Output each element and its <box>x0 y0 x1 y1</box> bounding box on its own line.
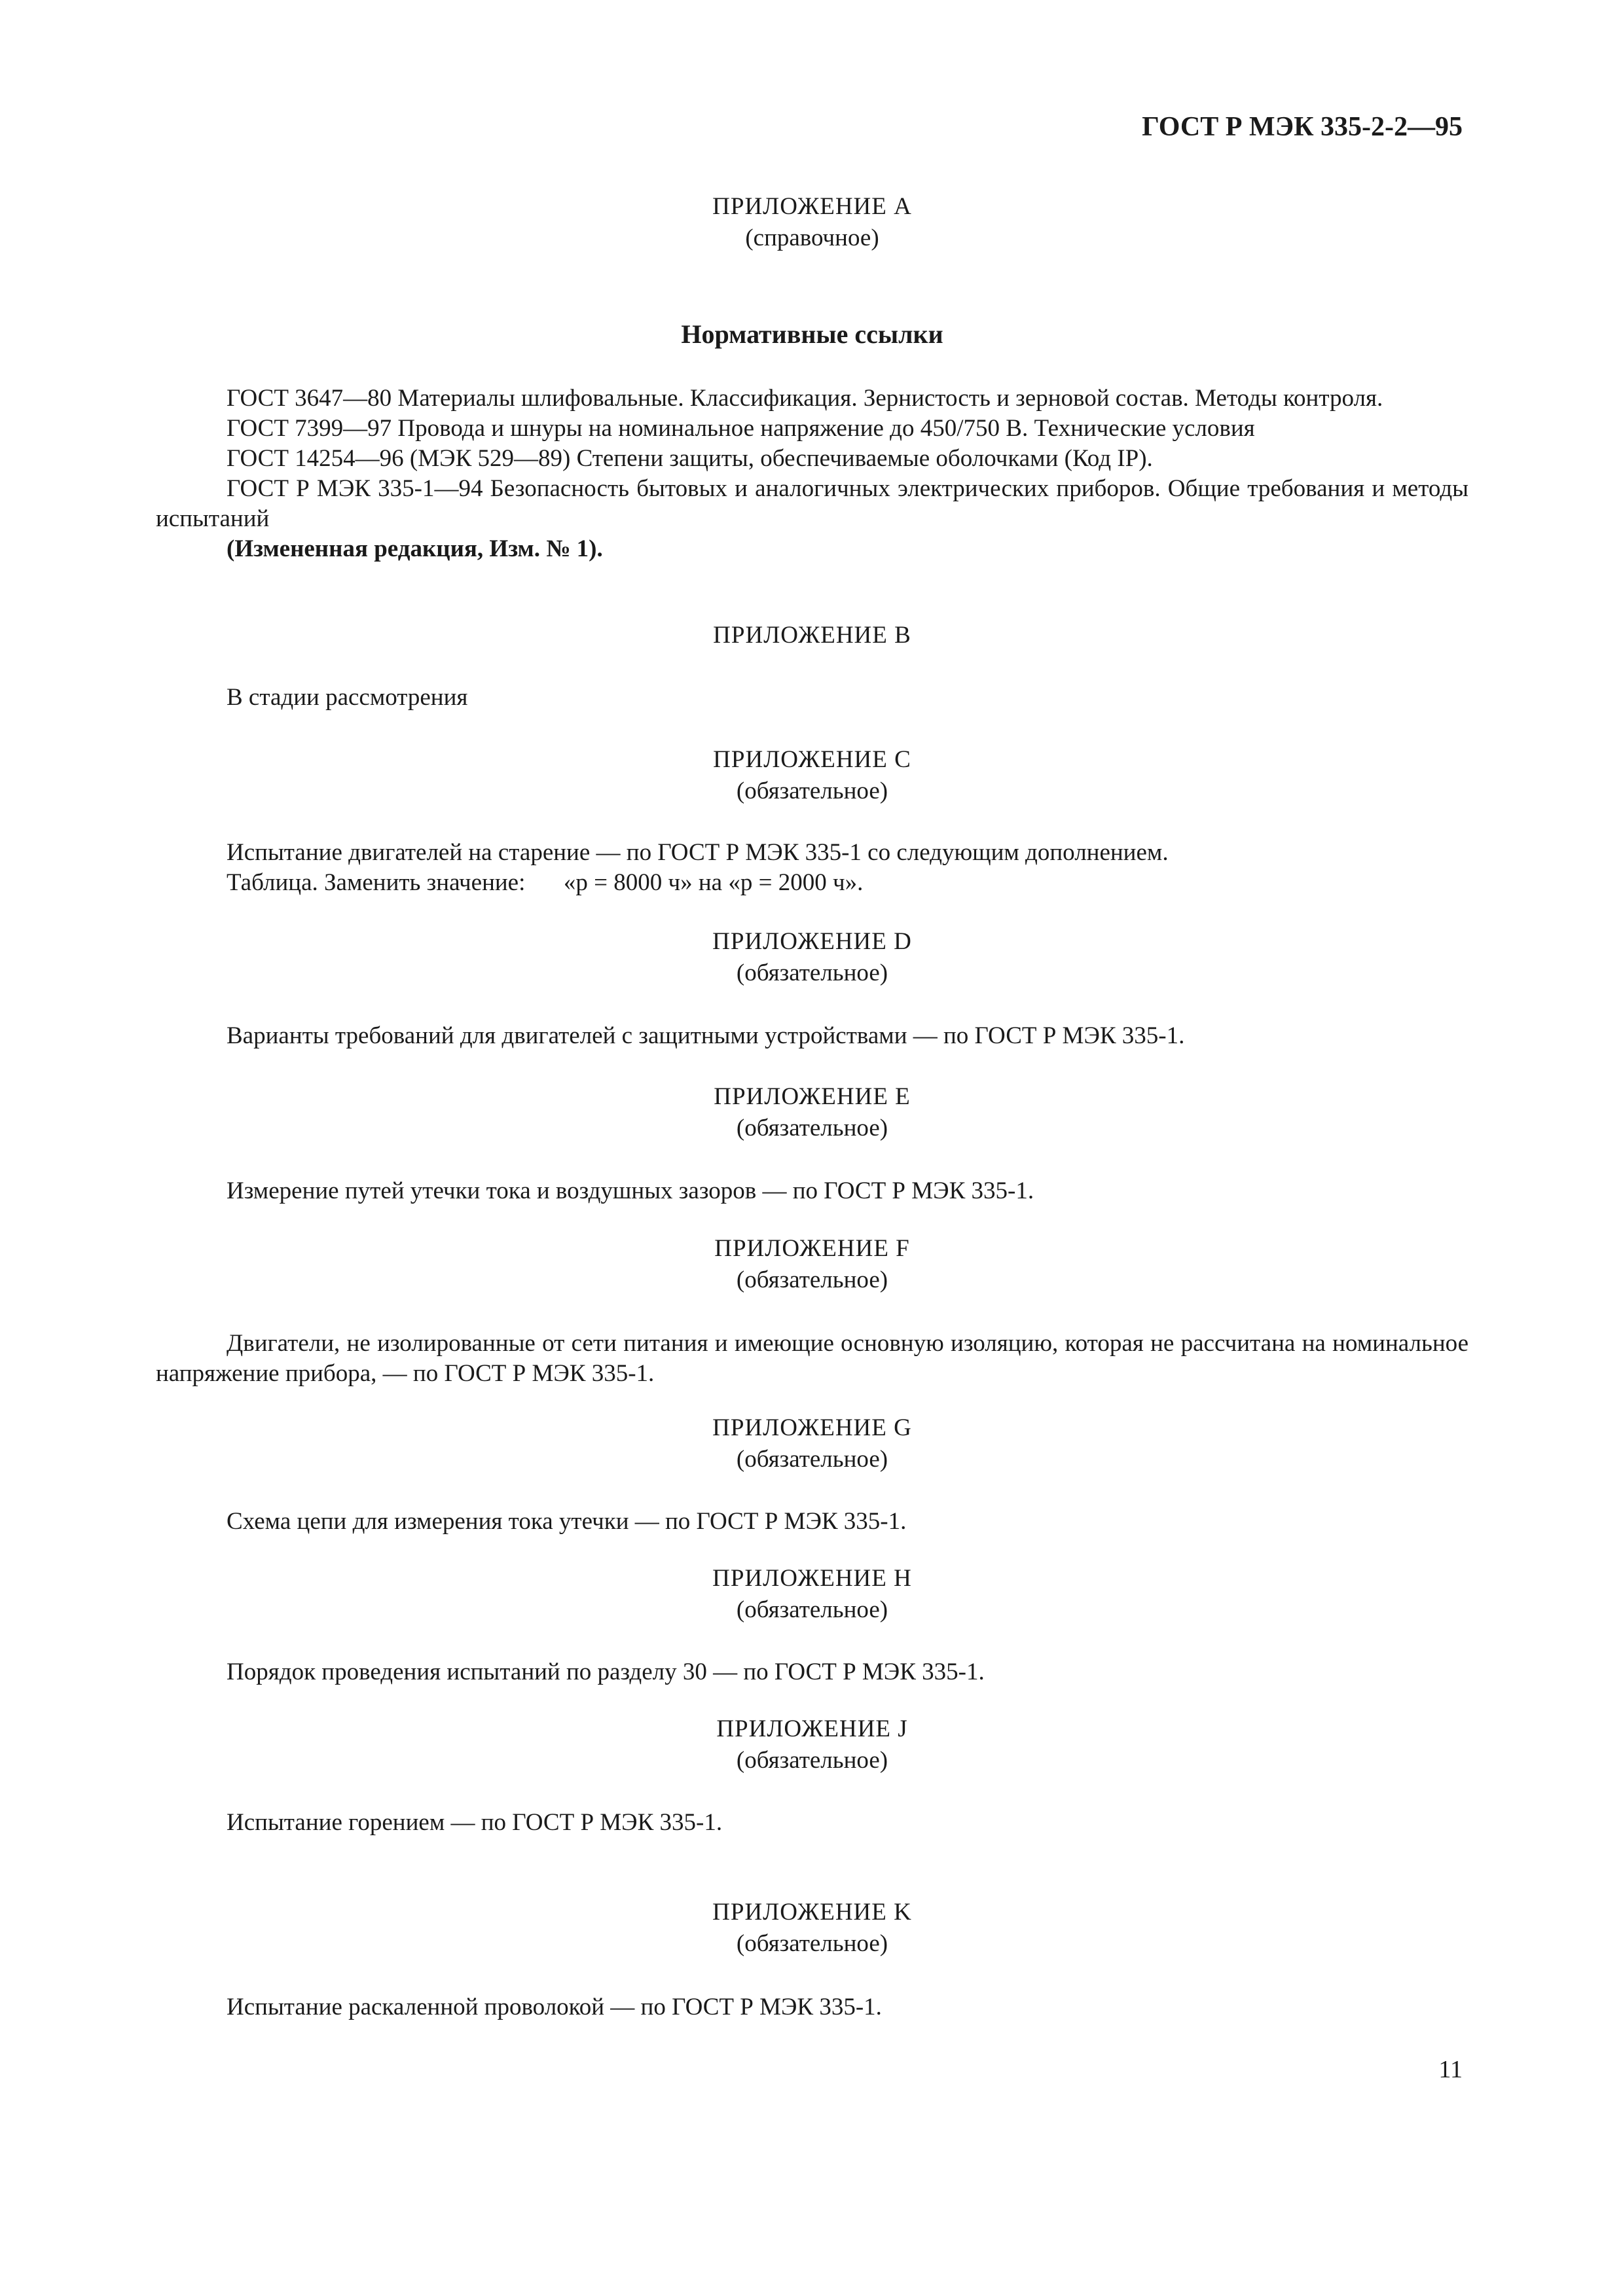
annex-a-heading: ПРИЛОЖЕНИЕ A <box>712 193 912 220</box>
annex-f-status: (обязательное) <box>736 1266 888 1293</box>
ref-item: ГОСТ 14254—96 (МЭК 529—89) Степени защиты, обеспечиваемые оболочками (Код IP). <box>227 445 1153 472</box>
annex-j-text: Испытание горением — по ГОСТ Р МЭК 335-1. <box>227 1809 723 1836</box>
annex-a-status: (справочное) <box>745 224 879 251</box>
annex-h-status: (обязательное) <box>736 1596 888 1623</box>
annex-j-heading: ПРИЛОЖЕНИЕ J <box>716 1715 908 1742</box>
annex-c-table-note <box>156 868 1468 898</box>
annex-c-heading-block <box>156 744 1468 807</box>
annex-g-text: Схема цепи для измерения тока утечки — по ГОСТ Р МЭК 335-1. <box>227 1508 907 1535</box>
annex-k-heading: ПРИЛОЖЕНИЕ K <box>712 1899 912 1926</box>
ref-item: ГОСТ Р МЭК 335-1—94 Безопасность бытовых и аналогичных электрических приборов. Общие требования и методы испытаний <box>156 475 1468 532</box>
annex-k-text: Испытание раскаленной проволокой — по ГОСТ Р МЭК 335-1. <box>227 1994 882 2020</box>
document-code: ГОСТ Р МЭК 335-2-2—95 <box>1142 112 1463 142</box>
annex-f-heading-block <box>156 1233 1468 1296</box>
annex-h-text: Порядок проведения испытаний по разделу 30 — по ГОСТ Р МЭК 335-1. <box>227 1659 985 1685</box>
annex-f-heading: ПРИЛОЖЕНИЕ F <box>714 1235 910 1262</box>
annex-g-heading: ПРИЛОЖЕНИЕ G <box>712 1414 912 1441</box>
annex-d-heading: ПРИЛОЖЕНИЕ D <box>712 928 912 955</box>
annex-k-status: (обязательное) <box>736 1930 888 1957</box>
annex-e-heading-block <box>156 1081 1468 1144</box>
annex-c-table-prefix: Таблица. Заменить значение: <box>227 869 526 896</box>
annex-e-text: Измерение путей утечки тока и воздушных зазоров — по ГОСТ Р МЭК 335-1. <box>227 1177 1034 1204</box>
annex-g-status: (обязательное) <box>736 1446 888 1473</box>
annex-b-text: В стадии рассмотрения <box>227 684 468 711</box>
annex-c-body <box>156 838 1468 898</box>
annex-h-heading: ПРИЛОЖЕНИЕ H <box>712 1565 912 1592</box>
annex-f-text: Двигатели, не изолированные от сети питания и имеющие основную изоляцию, которая не рассчитана на номинальное напряжение прибора, — по ГОСТ Р МЭК 335-1. <box>156 1330 1468 1387</box>
annex-e-heading: ПРИЛОЖЕНИЕ E <box>714 1083 911 1110</box>
annex-j-status: (обязательное) <box>736 1747 888 1774</box>
ref-item: ГОСТ 7399—97 Провода и шнуры на номинальное напряжение до 450/750 В. Технические условия <box>227 415 1255 442</box>
annex-d-heading-block <box>156 926 1468 989</box>
annex-a-title: Нормативные ссылки <box>681 319 943 349</box>
annex-a-heading-block <box>156 191 1468 254</box>
page-number: 11 <box>1438 2056 1463 2083</box>
annex-j-heading-block <box>156 1713 1468 1776</box>
annex-b-heading: ПРИЛОЖЕНИЕ B <box>713 622 911 649</box>
annex-c-text: Испытание двигателей на старение — по ГОСТ Р МЭК 335-1 со следующим дополнением. <box>227 839 1169 866</box>
annex-c-status: (обязательное) <box>736 778 888 804</box>
annex-g-heading-block <box>156 1412 1468 1475</box>
annex-d-text: Варианты требований для двигателей с защитными устройствами — по ГОСТ Р МЭК 335-1. <box>227 1022 1185 1049</box>
amendment-note: (Измененная редакция, Изм. № 1). <box>227 535 603 562</box>
annex-k-heading-block <box>156 1897 1468 1960</box>
annex-d-status: (обязательное) <box>736 960 888 986</box>
annex-h-heading-block <box>156 1563 1468 1626</box>
ref-item: ГОСТ 3647—80 Материалы шлифовальные. Классификация. Зернистость и зерновой состав. Методы контроля. <box>227 385 1383 412</box>
annex-c-heading: ПРИЛОЖЕНИЕ C <box>713 746 911 773</box>
annex-c-table-value: «p = 8000 ч» на «p = 2000 ч». <box>563 869 864 896</box>
annex-a-refs <box>156 384 1468 564</box>
annex-e-status: (обязательное) <box>736 1115 888 1141</box>
